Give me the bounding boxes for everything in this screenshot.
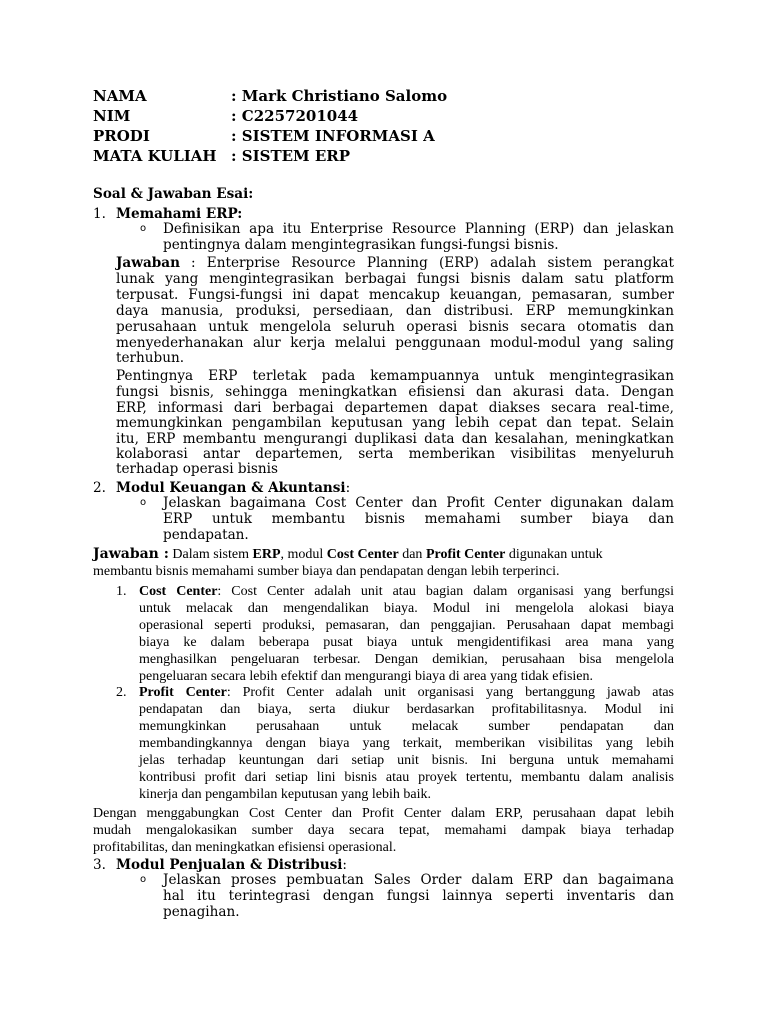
q3-question-line: hal itu terintegrasi dengan fungsi lainnya seperti inventaris dan bbox=[163, 888, 674, 904]
field-value-nim: : C2257201044 bbox=[231, 107, 359, 125]
q3-number: 3. bbox=[93, 857, 106, 873]
q2-answer-text: , modul bbox=[280, 547, 327, 562]
q1-answer-p2-line: terhadap operasi bisnis bbox=[116, 461, 278, 477]
q3-bullet-icon: o bbox=[140, 874, 147, 885]
q2-title-colon: : bbox=[345, 480, 351, 496]
section-title: Soal & Jawaban Esai: bbox=[93, 186, 254, 202]
q1-answer-p2-line: memungkinkan pengambilan keputusan yang lebih cepat dan tepat. Selain bbox=[116, 415, 674, 431]
q1-answer-p2-line: Pentingnya ERP terletak pada kemampuannya untuk mengintegrasikan bbox=[116, 368, 674, 384]
q2-conclusion-line: profitabilitas, dan meningkatkan efisiensi operasional. bbox=[93, 840, 397, 855]
q1-bullet-icon: o bbox=[140, 223, 147, 234]
cost-center-line: biaya ke dalam beberapa pusat biaya untuk mengidentifikasi area mana yang bbox=[139, 635, 674, 650]
cost-center-line: menghasilkan pengeluaran terbesar. Dengan demikian, perusahaan bisa mengelola bbox=[139, 652, 674, 667]
q1-answer-line: menyederhanakan alur kerja melalui penggunaan modul-modul yang saling bbox=[116, 335, 674, 351]
q1-answer-line: lunak yang mengintegrasikan berbagai fungsi bisnis dalam satu platform bbox=[116, 271, 674, 287]
profit-center-term: Profit Center bbox=[139, 685, 227, 700]
q3-question-line: penagihan. bbox=[163, 904, 240, 920]
field-value-prodi: : SISTEM INFORMASI A bbox=[231, 127, 435, 145]
field-value-mata-kuliah: : SISTEM ERP bbox=[231, 147, 351, 165]
field-label-nama: NAMA bbox=[93, 87, 147, 105]
q1-answer-first-line: : Enterprise Resource Planning (ERP) adalah sistem perangkat bbox=[191, 255, 674, 271]
q2-question-line: ERP untuk membantu bisnis memahami sumber biaya dan bbox=[163, 511, 674, 527]
q3-title bbox=[116, 857, 347, 873]
q1-answer-p2-line: itu, ERP membantu mengurangi duplikasi data dan kesalahan, meningkatkan bbox=[116, 431, 674, 447]
field-label-mata-kuliah: MATA KULIAH bbox=[93, 147, 217, 165]
q2-answer-label: Jawaban : bbox=[93, 546, 169, 562]
q2-bullet-icon: o bbox=[140, 497, 147, 508]
q2-item-cost-center-first bbox=[139, 583, 674, 600]
q1-answer-p2-line: ERP, informasi dari berbagai departemen dapat diakses secara real-time, bbox=[116, 400, 674, 416]
field-label-prodi: PRODI bbox=[93, 127, 150, 145]
q3-title-colon: : bbox=[342, 857, 348, 873]
q2-answer-intro-line-2: membantu bisnis memahami sumber biaya dan pendapatan dengan lebih terperinci. bbox=[93, 564, 560, 579]
q2-answer-text: dan bbox=[398, 547, 426, 562]
cost-center-line: pengeluaran secara lebih efektif dan mengurangi biaya di area yang tidak efisien. bbox=[139, 669, 594, 684]
profit-center-line: pendapatan dan biaya, serta diukur berdasarkan profitabilitasnya. Modul ini bbox=[139, 702, 674, 717]
q1-answer-line: daya manusia, produksi, persediaan, dan distribusi. ERP memungkinkan bbox=[116, 303, 674, 319]
profit-center-line: kontribusi profit dari setiap lini bisnis atau proyek tertentu, membantu dalam analisis bbox=[139, 770, 674, 785]
q2-title bbox=[116, 480, 350, 496]
q1-number: 1. bbox=[93, 206, 106, 222]
q1-question-line-1: Definisikan apa itu Enterprise Resource Planning (ERP) dan jelaskan bbox=[163, 221, 674, 237]
q1-title: Memahami ERP: bbox=[116, 206, 243, 222]
q3-question-line: Jelaskan proses pembuatan Sales Order dalam ERP dan bagaimana bbox=[163, 872, 674, 888]
q2-answer-cost-center: Cost Center bbox=[326, 547, 399, 562]
profit-center-line: membandingkannya dengan biaya yang terkait, memberikan visibilitas yang lebih bbox=[139, 736, 674, 751]
q1-answer-p2-line: kolaborasi antar departemen, serta memberikan visibilitas menyeluruh bbox=[116, 446, 674, 462]
q1-question-line-2: pentingnya dalam mengintegrasikan fungsi-fungsi bisnis. bbox=[163, 237, 559, 253]
q2-item-number: 1. bbox=[116, 584, 127, 599]
q1-answer-line: terpusat. Fungsi-fungsi ini dapat mencakup keuangan, pemasaran, sumber bbox=[116, 287, 674, 303]
profit-center-line: jelas terhadap keuntungan dari setiap unit bisnis. Ini berguna untuk memahami bbox=[139, 753, 674, 768]
q2-item-profit-center-first bbox=[139, 684, 674, 701]
field-label-nim: NIM bbox=[93, 107, 131, 125]
q1-answer-line: terhubun. bbox=[116, 350, 185, 366]
q2-answer-erp: ERP bbox=[252, 547, 281, 562]
q2-answer-intro bbox=[93, 546, 603, 563]
q2-question-line: Jelaskan bagaimana Cost Center dan Profit Center digunakan dalam bbox=[163, 495, 674, 511]
q2-item-number: 2. bbox=[116, 685, 127, 700]
cost-center-text: : Cost Center adalah unit atau bagian dalam organisasi yang berfungsi bbox=[217, 584, 675, 599]
q2-answer-text: digunakan untuk bbox=[505, 547, 603, 562]
profit-center-line: kinerja dan pengambilan keputusan yang lebih baik. bbox=[139, 787, 431, 802]
q2-answer-profit-center: Profit Center bbox=[425, 547, 506, 562]
q2-question-line: pendapatan. bbox=[163, 527, 249, 543]
q1-answer-label: Jawaban bbox=[116, 255, 180, 271]
q2-conclusion-line: mudah mengalokasikan sumber daya secara tepat, memahami dampak biaya terhadap bbox=[93, 823, 674, 838]
q2-conclusion-line: Dengan menggabungkan Cost Center dan Profit Center dalam ERP, perusahaan dapat lebih bbox=[93, 806, 674, 821]
q1-answer-p2-line: fungsi bisnis, sehingga meningkatkan efisiensi dan akurasi data. Dengan bbox=[116, 384, 674, 400]
q3-title-text: Modul Penjualan & Distribusi bbox=[116, 857, 343, 873]
cost-center-line: untuk melacak dan mengendalikan biaya. Modul ini mengelola alokasi biaya bbox=[139, 601, 674, 616]
q2-number: 2. bbox=[93, 480, 106, 496]
cost-center-line: operasional seperti produksi, pemasaran, dan penggajian. Perusahaan dapat membagi bbox=[139, 618, 674, 633]
profit-center-text: : Profit Center adalah unit organisasi yang bertanggung jawab atas bbox=[226, 685, 674, 700]
q2-title-text: Modul Keuangan & Akuntansi bbox=[116, 480, 346, 496]
cost-center-term: Cost Center bbox=[139, 584, 218, 599]
profit-center-line: memungkinkan perusahaan untuk melacak sumber pendapatan dan bbox=[139, 719, 674, 734]
field-value-nama: : Mark Christiano Salomo bbox=[231, 87, 448, 105]
q1-answer-line: perusahaan untuk mengelola seluruh operasi bisnis secara otomatis dan bbox=[116, 319, 674, 335]
q2-answer-text: Dalam sistem bbox=[168, 547, 253, 562]
